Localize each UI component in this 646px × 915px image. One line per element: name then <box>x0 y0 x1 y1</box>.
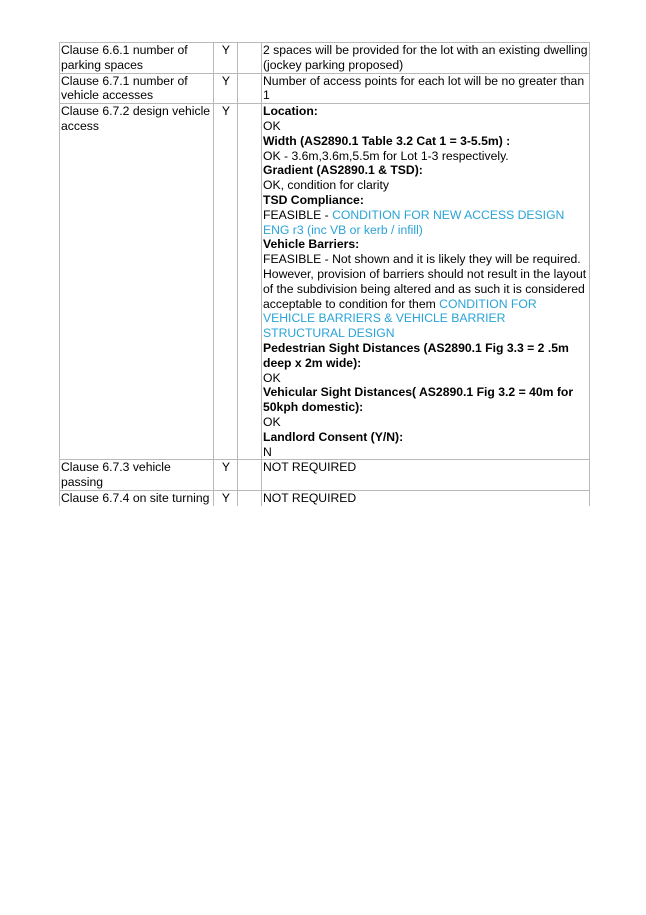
comment-cell: NOT REQUIRED <box>262 460 590 491</box>
clause-cell: Clause 6.6.1 number of parking spaces <box>60 43 214 74</box>
complies-cell: Y <box>214 490 238 505</box>
vehicular-heading: Vehicular Sight Distances( AS2890.1 Fig 3.2 = 40m for 50kph domestic): <box>263 385 574 415</box>
clause-cell: Clause 6.7.3 vehicle passing <box>60 460 214 491</box>
table-row <box>60 490 590 505</box>
location-heading: Location: <box>263 104 318 119</box>
tsd-condition-link[interactable]: CONDITION FOR NEW ACCESS DESIGN ENG r3 (inc VB or kerb / infill) <box>263 207 565 237</box>
gradient-heading: Gradient (AS2890.1 & TSD): <box>263 163 423 178</box>
table-row <box>60 73 590 104</box>
note-cell <box>238 43 262 74</box>
tsd-prefix: FEASIBLE - <box>263 207 333 222</box>
table-row <box>60 104 590 460</box>
barriers-paragraph <box>263 252 589 341</box>
complies-cell: Y <box>214 460 238 491</box>
note-cell <box>238 460 262 491</box>
pedestrian-value: OK <box>263 370 281 385</box>
clause-cell: Clause 6.7.1 number of vehicle accesses <box>60 73 214 104</box>
barriers-condition-link[interactable]: CONDITION FOR VEHICLE BARRIERS & VEHICLE BARRIER STRUCTURAL DESIGN <box>263 296 537 341</box>
note-cell <box>238 104 262 460</box>
width-value: OK - 3.6m,3.6m,5.5m for Lot 1-3 respectively. <box>263 148 509 163</box>
complies-cell: Y <box>214 104 238 460</box>
complies-cell: Y <box>214 73 238 104</box>
pedestrian-heading: Pedestrian Sight Distances (AS2890.1 Fig 3.3 = 2 .5m deep x 2m wide): <box>263 340 569 370</box>
note-cell <box>238 490 262 505</box>
tsd-paragraph <box>263 208 589 238</box>
barriers-text: FEASIBLE - Not shown and it is likely they will be required. However, provision of barriers should not result in the layout of the subdivision being altered and as such it is considered acceptable to condition for them <box>263 252 587 311</box>
vehicle-access-details <box>262 104 590 460</box>
clause-cell: Clause 6.7.4 on site turning <box>60 490 214 505</box>
note-cell <box>238 73 262 104</box>
location-value: OK <box>263 118 281 133</box>
table-row <box>60 460 590 491</box>
width-heading: Width (AS2890.1 Table 3.2 Cat 1 = 3-5.5m) : <box>263 133 511 148</box>
landlord-value: N <box>263 444 272 459</box>
assessment-table <box>59 42 590 506</box>
clause-cell: Clause 6.7.2 design vehicle access <box>60 104 214 460</box>
vehicular-value: OK <box>263 414 281 429</box>
comment-cell: Number of access points for each lot will be no greater than 1 <box>262 73 590 104</box>
comment-cell: NOT REQUIRED <box>262 490 590 505</box>
comment-cell: 2 spaces will be provided for the lot with an existing dwelling (jockey parking proposed) <box>263 43 588 72</box>
landlord-heading: Landlord Consent (Y/N): <box>263 429 404 444</box>
table-row <box>60 43 590 74</box>
tsd-heading: TSD Compliance: <box>263 192 364 207</box>
complies-cell: Y <box>214 43 238 74</box>
barriers-heading: Vehicle Barriers: <box>263 237 360 252</box>
gradient-value: OK, condition for clarity <box>263 178 389 193</box>
